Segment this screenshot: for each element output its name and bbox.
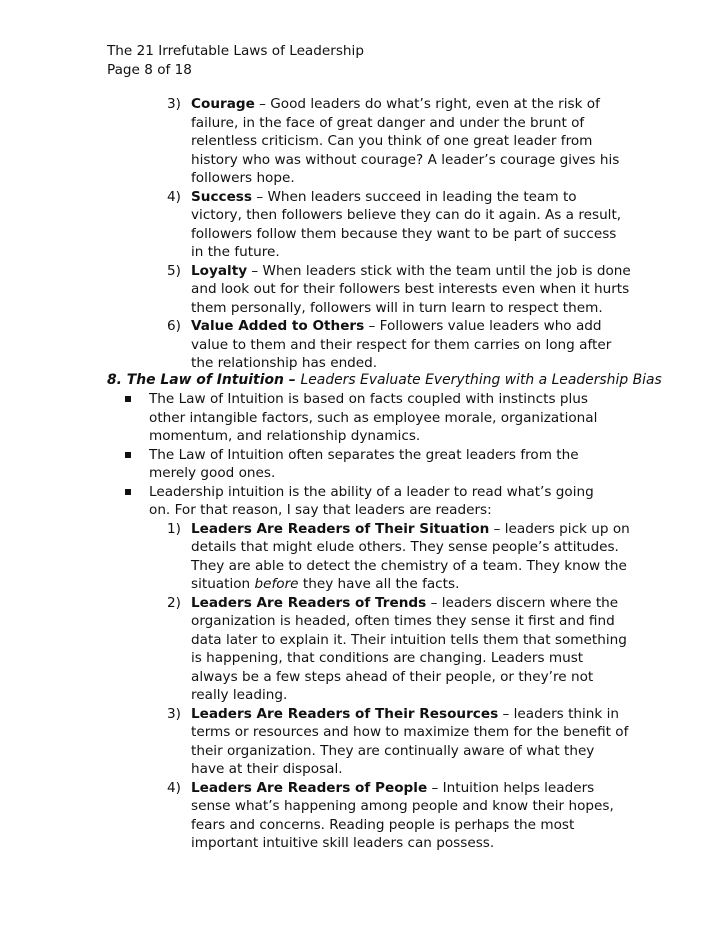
list-number: 4) xyxy=(167,779,181,796)
list-number: 1) xyxy=(167,520,181,537)
law-heading xyxy=(107,371,667,390)
list-text: – leaders discern where the organization is headed, often times they sense it first and find data later to explain it. Their intuition tells them that something is happening, that conditions are changing. Leaders must always be a few steps ahead of their people, or they’re not really leading. xyxy=(191,594,627,703)
list-text: – leaders pick up on details that might elude others. They sense people’s attitudes. They are able to detect the chemistry of a team. They know the situation xyxy=(191,520,630,592)
list-text: – When leaders stick with the team until the job is done and look out for their followers best interests even when it hurts them personally, followers will in turn learn to respect them. xyxy=(191,262,631,316)
bullet-item xyxy=(0,483,728,520)
bullet-marker xyxy=(125,396,131,402)
list-text: – leaders think in terms or resources and how to maximize them for the benefit of their organization. They are continually aware of what they have at their disposal. xyxy=(191,705,629,777)
list-item xyxy=(0,95,728,188)
list-number: 4) xyxy=(167,188,181,205)
list-item xyxy=(0,594,728,705)
list-item xyxy=(0,317,728,373)
list-term: Success xyxy=(191,188,252,205)
intuition-bullets xyxy=(0,390,728,853)
list-item xyxy=(0,262,728,318)
list-term: Leaders Are Readers of Trends xyxy=(191,594,427,611)
law-subtitle: Leaders Evaluate Everything with a Leadership Bias xyxy=(300,372,662,388)
bullet-marker xyxy=(125,489,131,495)
list-term: Leaders Are Readers of People xyxy=(191,779,428,796)
list-text: – Followers value leaders who add value to them and their respect for them carries on long after the relationship has ended. xyxy=(191,318,612,371)
list-text: – Intuition helps leaders sense what’s happening among people and know their hopes, fears and concerns. Reading people is perhaps the most important intuitive skill leaders can possess. xyxy=(191,779,614,851)
bullet-marker xyxy=(125,452,131,458)
list-term: Courage xyxy=(191,96,255,112)
list-item xyxy=(0,188,728,262)
list-number: 6) xyxy=(167,318,181,334)
list-term: Loyalty xyxy=(191,262,248,279)
list-item xyxy=(0,520,728,594)
list-text: – Good leaders do what’s right, even at the risk of failure, in the face of great danger and under the brunt of relentless criticism. Can you think of one great leader from history who was without courage? A leader’s courage gives his followers hope. xyxy=(191,96,620,186)
list-text: – When leaders succeed in leading the team to victory, then followers believe they can do it again. As a result, followers follow them because they want to be part of success in the future. xyxy=(191,188,622,260)
list-term: Value Added to Others xyxy=(191,318,365,334)
list-text: they have all the facts. xyxy=(298,576,460,592)
list-number: 3) xyxy=(167,705,181,722)
list-item xyxy=(0,705,728,779)
leader-qualities-list xyxy=(0,95,728,373)
bullet-text: Leadership intuition is the ability of a leader to read what’s going on. For that reason, I say that leaders are readers: xyxy=(149,483,594,518)
page-header xyxy=(107,42,364,79)
law-title: 8. The Law of Intuition – xyxy=(107,372,301,388)
list-number: 3) xyxy=(167,96,181,112)
bullet-text: The Law of Intuition is based on facts coupled with instincts plus other intangible factors, such as employee morale, organizational momentum, and relationship dynamics. xyxy=(149,391,598,444)
list-number: 2) xyxy=(167,594,181,611)
list-item xyxy=(0,779,728,853)
bullet-text: The Law of Intuition often separates the great leaders from the merely good ones. xyxy=(149,446,579,481)
list-number: 5) xyxy=(167,262,181,279)
document-title: The 21 Irrefutable Laws of Leadership xyxy=(107,43,364,59)
emphasis-text: before xyxy=(254,576,299,592)
bullet-item xyxy=(0,390,728,446)
bullet-item xyxy=(0,446,728,483)
list-term: Leaders Are Readers of Their Situation xyxy=(191,520,490,537)
page-number: Page 8 of 18 xyxy=(107,61,192,78)
readers-list xyxy=(0,520,728,853)
list-term: Leaders Are Readers of Their Resources xyxy=(191,705,499,722)
